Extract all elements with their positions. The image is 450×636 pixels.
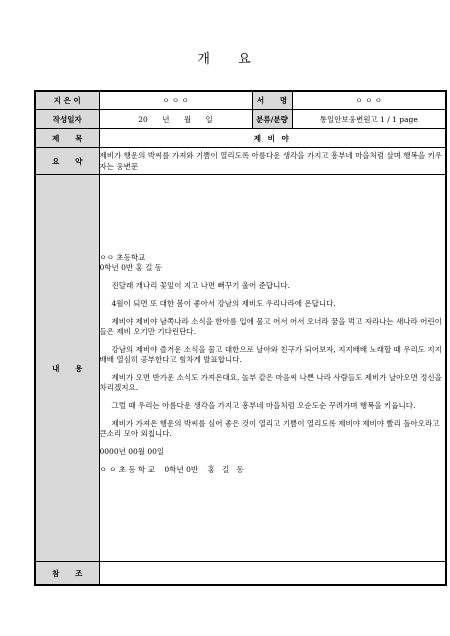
content-date-line: 0000년 00월 00일 [99,447,165,457]
author-label: 지 은 이 [35,91,99,110]
sign-value: ㅇ ㅇ ㅇ [292,91,446,110]
row-reference [35,562,446,585]
document-title [0,48,450,67]
title-char-1: 개 [197,52,212,67]
row-date [35,110,446,129]
date-day-unit: 일 [205,114,213,124]
category-value: 통일안보웅변원고 1 / 1 page [292,110,446,129]
title-char-2: 요 [238,52,253,67]
content-paragraph-3: 제비야 제비야 남쪽나라 소식을 한아름 입에 물고 어서 어서 오너라 꿈을 먹고 자라나는 새나라 어린이들은 제비 오기만 기다린단다. [99,317,442,337]
content-paragraph-2: 4월이 되면 또 대한 봄이 좋아서 강남의 제비도 우리나라에 온답니다. [111,299,336,309]
category-label: 분류/분량 [252,110,292,129]
date-year-unit: 년 [162,114,170,124]
sign-label: 서 명 [252,91,292,110]
content-paragraph-1: 진달래 개나리 꽃잎이 지고 나면 뻐꾸기 울어 준답니다. [111,281,290,291]
content-paragraph-4: 강남의 제비야 즐거운 소식을 물고 대한으로 날아와 친구가 되어보자, 지지배배 노래할 때 우리도 지지배배 열심히 공부한다고 힘차게 발표합니다. [99,345,442,365]
date-year: 20 [138,114,148,124]
date-value [99,110,252,129]
reference-value [99,562,446,585]
summary-label: 요 약 [35,147,99,174]
summary-form-table [34,90,447,586]
content-student: 0학년 0반 홍 길 동 [99,263,163,273]
content-label: 내 용 [35,175,99,562]
reference-label: 참 조 [35,562,99,585]
summary-value: 제비가 행운의 박씨를 가져와 기쁨이 열리도록 아름다운 생각을 가지고 흥부네 마을처럼 살며 행복을 키우자는 웅변문 [99,147,446,174]
date-month-unit: 월 [183,114,192,124]
content-school: ㅇㅇ 초등학교 [99,253,146,263]
content-signature-line: ㅇ ㅇ 초 등 학 교 0학년 0반 홍 길 동 [99,465,244,475]
row-summary [35,147,446,174]
content-paragraph-7: 제비가 가져온 행운의 박씨를 심어 좋은 것이 열리고 기쁨이 열리도록 제비야 제비야 빨리 돌아오라고 큰소리 모아 외칩니다. [99,419,440,439]
content-paragraph-5: 제비가 오면 반가운 소식도 가져온대요, 놀부 같은 마음씨 나쁜 나라 사람들도 제비가 날아오면 정신을 차리겠지요. [99,373,442,393]
content-paragraph-6: 그럴 때 우리는 아름다운 생각을 가지고 흥부네 마을처럼 오순도순 꾸려가며 행복을 키웁니다. [111,401,416,411]
row-content [35,175,446,562]
subject-label: 제 목 [35,129,99,148]
date-label: 작성일자 [35,110,99,129]
row-subject [35,129,446,148]
author-value: ㅇ ㅇ ㅇ [99,91,252,110]
subject-value: 제 비 야 [99,129,446,148]
content-body [99,175,446,562]
row-author [35,91,446,110]
